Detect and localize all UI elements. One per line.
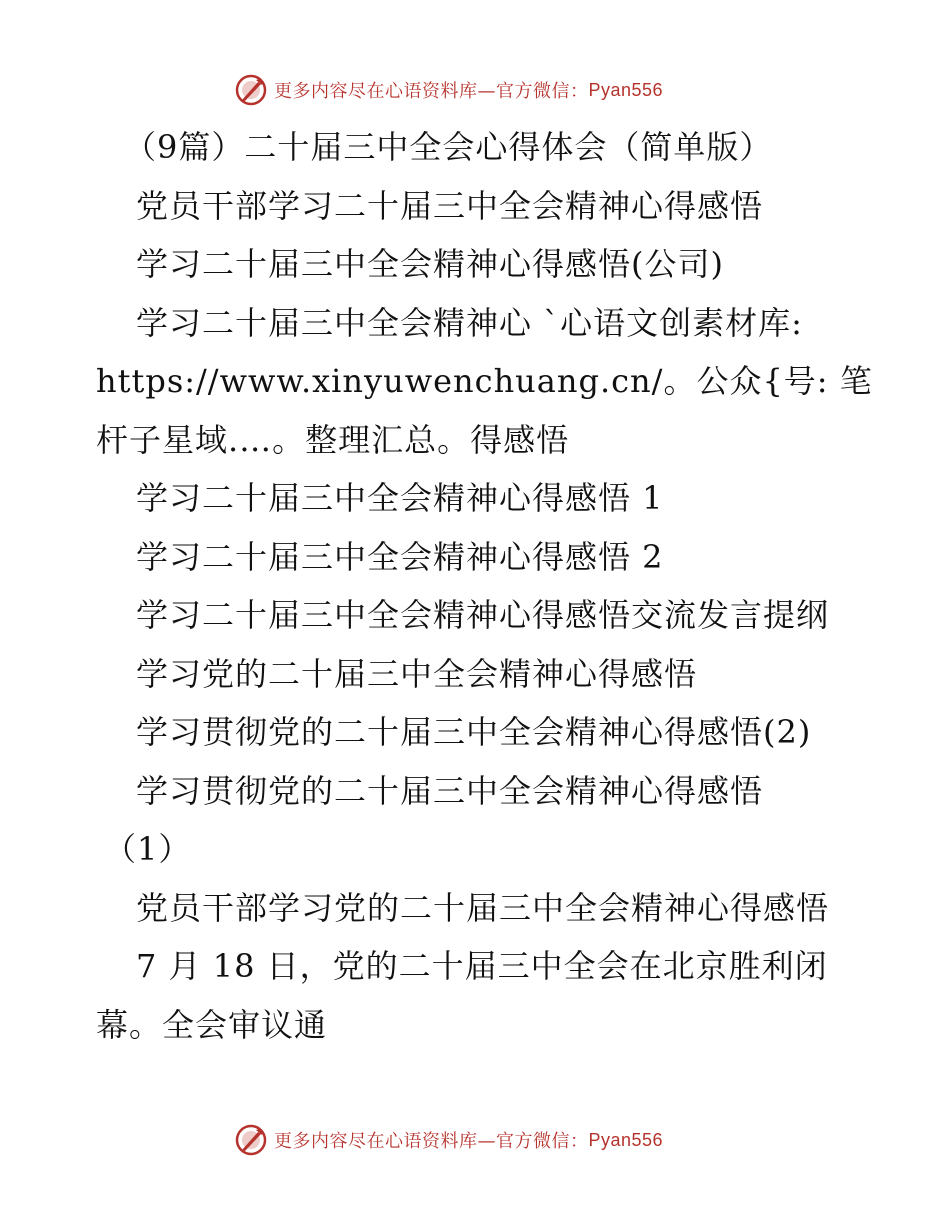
toc-item: 学习贯彻党的二十届三中全会精神心得感悟 — [136, 771, 764, 810]
body-paragraph-continued: 幕。全会审议通 — [96, 1005, 328, 1044]
toc-item: 学习二十届三中全会精神心得感悟 2 — [136, 537, 664, 576]
header-watermark — [234, 72, 663, 108]
quill-seal-icon — [234, 1123, 268, 1157]
toc-item-continued: （1） — [104, 830, 192, 868]
toc-item: 学习党的二十届三中全会精神心得感悟 — [136, 654, 698, 693]
toc-item-continued: 杆子星域.…。整理汇总。得感悟 — [96, 420, 570, 459]
toc-item-continued: https://www.xinyuwenchuang.cn/。公众{号: 笔 — [96, 362, 873, 400]
document-body — [96, 118, 873, 1054]
document-title: （9篇）二十届三中全会心得体会（简单版） — [124, 128, 773, 166]
toc-item: 党员干部学习二十届三中全会精神心得感悟 — [136, 186, 764, 225]
quill-seal-icon — [234, 73, 268, 107]
toc-item: 学习贯彻党的二十届三中全会精神心得感悟(2) — [136, 713, 812, 751]
watermark-text: 更多内容尽在心语资料库—官方微信： — [274, 1131, 589, 1152]
toc-item: 学习二十届三中全会精神心得感悟交流发言提纲 — [136, 596, 830, 634]
footer-watermark — [234, 1122, 663, 1158]
section-heading: 党员干部学习党的二十届三中全会精神心得感悟 — [136, 888, 830, 927]
body-paragraph: 7 月 18 日，党的二十届三中全会在北京胜利闭 — [136, 947, 828, 985]
watermark-wechat-id: Pyan556 — [588, 1129, 664, 1150]
watermark-text: 更多内容尽在心语资料库—官方微信： — [274, 81, 589, 102]
toc-item: 学习二十届三中全会精神心 `心语文创素材库: — [136, 303, 803, 342]
toc-item: 学习二十届三中全会精神心得感悟 1 — [136, 479, 664, 517]
watermark-wechat-id: Pyan556 — [588, 79, 664, 100]
toc-item: 学习二十届三中全会精神心得感悟(公司) — [136, 245, 724, 283]
